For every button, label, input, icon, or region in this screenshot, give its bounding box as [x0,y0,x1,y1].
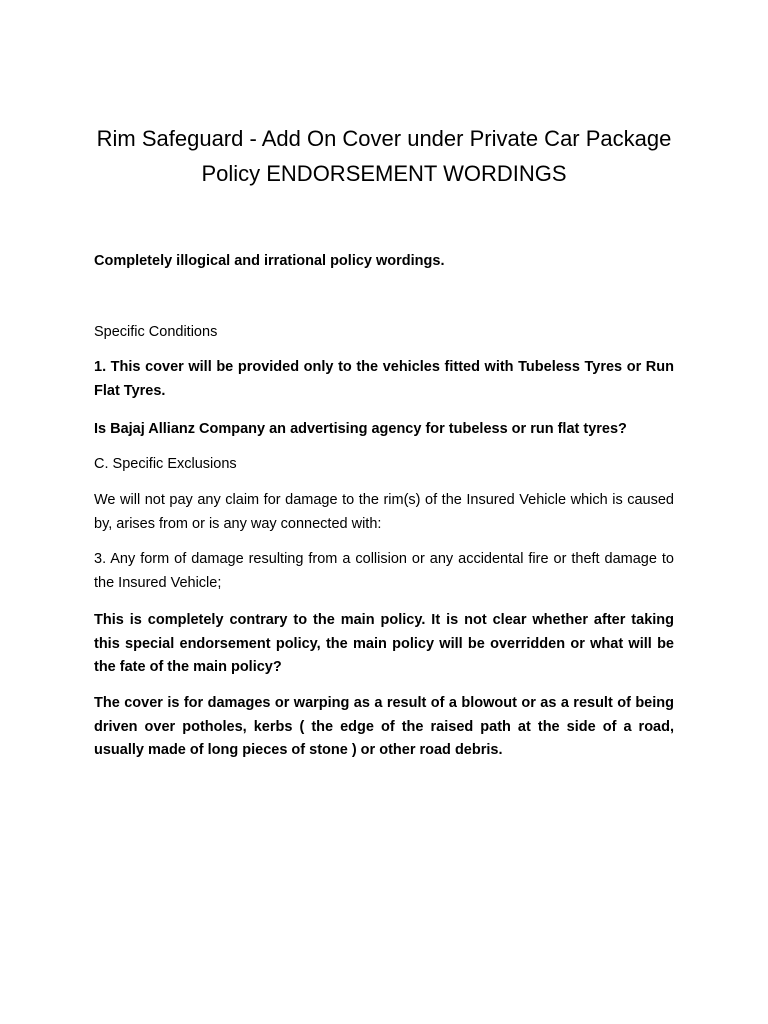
intro-paragraph: Completely illogical and irrational policy wordings. [94,253,445,269]
condition-1-paragraph: 1. This cover will be provided only to the vehicles fitted with Tubeless Tyres or Run Flat Tyres. [94,359,674,399]
specific-conditions-heading: Specific Conditions [94,324,218,340]
cover-description-paragraph: The cover is for damages or warping as a result of a blowout or as a result of being driven over potholes, kerbs ( the edge of the raised path at the side of a road, usually made of long pieces of stone ) or other road debris. [94,695,674,758]
exclusion-3-paragraph: 3. Any form of damage resulting from a collision or any accidental fire or theft damage to the Insured Vehicle; [94,551,674,591]
exclusion-3-comment: This is completely contrary to the main policy. It is not clear whether after taking this special endorsement policy, the main policy will be overridden or what will be the fate of the main policy? [94,612,674,675]
exclusions-intro-paragraph: We will not pay any claim for damage to the rim(s) of the Insured Vehicle which is caused by, arises from or is any way connected with: [94,492,674,532]
document-title: Rim Safeguard - Add On Cover under Private Car Package Policy ENDORSEMENT WORDINGS [96,126,672,186]
condition-1-comment: Is Bajaj Allianz Company an advertising agency for tubeless or run flat tyres? [94,421,627,437]
specific-exclusions-heading: C. Specific Exclusions [94,456,237,472]
